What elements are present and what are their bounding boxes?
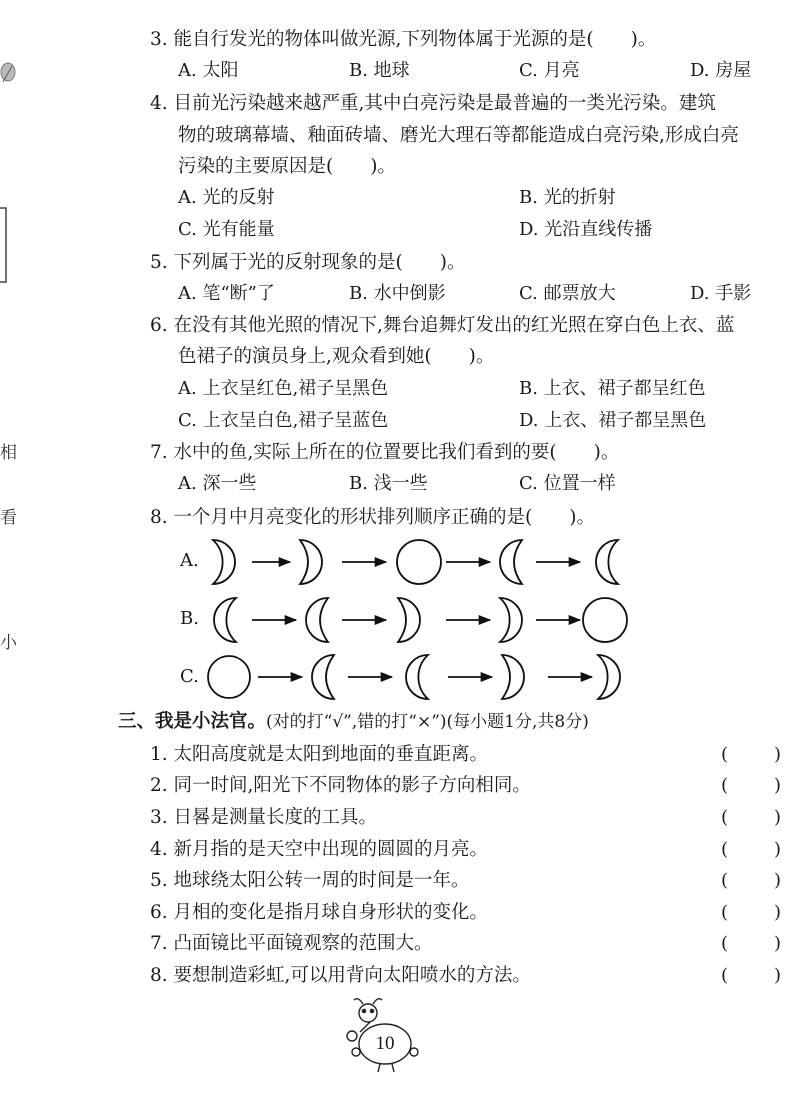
- q3-option-b: B. 地球: [349, 60, 410, 81]
- margin-fragment: 相: [0, 443, 17, 463]
- paren-open: (: [721, 870, 729, 891]
- paren-close: ): [773, 965, 781, 986]
- paren-close: ): [773, 870, 781, 891]
- q4-option-b: B. 光的折射: [519, 187, 616, 208]
- question-6-line-1: 6. 在没有其他光照的情况下,舞台追舞灯发出的红光照在穿白色上衣、蓝: [150, 315, 735, 336]
- judge-item-3: 3. 日晷是测量长度的工具。: [150, 807, 378, 828]
- q8-label-b: B.: [180, 608, 199, 629]
- paren-close: ): [773, 839, 781, 860]
- q3-option-d: D. 房屋: [690, 60, 752, 81]
- paren-close: ): [773, 775, 781, 796]
- judge-item-1: 1. 太阳高度就是太阳到地面的垂直距离。: [150, 744, 489, 765]
- q5-option-b: B. 水中倒影: [349, 283, 446, 304]
- q4-option-a: A. 光的反射: [178, 187, 275, 208]
- q8-label-c: C.: [180, 666, 199, 687]
- judge-item-5: 5. 地球绕太阳公转一周的时间是一年。: [150, 870, 470, 891]
- margin-fragment: 小: [0, 633, 17, 653]
- q6-option-c: C. 上衣呈白色,裙子呈蓝色: [178, 410, 389, 431]
- paren-open: (: [721, 965, 729, 986]
- judge-item-4: 4. 新月指的是天空中出现的圆圆的月亮。: [150, 839, 489, 860]
- paren-open: (: [721, 933, 729, 954]
- q5-option-d: D. 手影: [690, 283, 752, 304]
- paren-open: (: [721, 902, 729, 923]
- margin-fragment: 看: [0, 508, 17, 528]
- q6-option-d: D. 上衣、裙子都呈黑色: [519, 410, 707, 431]
- paren-open: (: [721, 839, 729, 860]
- q3-option-c: C. 月亮: [519, 60, 580, 81]
- q5-option-c: C. 邮票放大: [519, 283, 616, 304]
- q6-option-a: A. 上衣呈红色,裙子呈黑色: [178, 378, 389, 399]
- paren-close: ): [773, 902, 781, 923]
- q4-option-d: D. 光沿直线传播: [519, 219, 653, 240]
- judge-item-6: 6. 月相的变化是指月球自身形状的变化。: [150, 902, 489, 923]
- question-5: 5. 下列属于光的反射现象的是( )。: [150, 252, 466, 273]
- judge-item-8: 8. 要想制造彩虹,可以用背向太阳喷水的方法。: [150, 965, 531, 986]
- question-4-line-3: 污染的主要原因是( )。: [178, 156, 396, 177]
- judge-item-2: 2. 同一时间,阳光下不同物体的影子方向相同。: [150, 775, 531, 796]
- question-3: 3. 能自行发光的物体叫做光源,下列物体属于光源的是( )。: [150, 29, 657, 50]
- paren-open: (: [721, 744, 729, 765]
- section-3-title: 三、我是小法官。: [118, 711, 267, 732]
- question-6-line-2: 色裙子的演员身上,观众看到她( )。: [178, 346, 495, 367]
- q8-label-a: A.: [180, 550, 199, 571]
- paren-open: (: [721, 807, 729, 828]
- page-number: 10: [375, 1033, 395, 1054]
- question-4-line-1: 4. 目前光污染越来越严重,其中白亮污染是最普遍的一类光污染。建筑: [150, 93, 716, 114]
- q5-option-a: A. 笔“断”了: [178, 283, 275, 304]
- paren-close: ): [773, 933, 781, 954]
- question-7: 7. 水中的鱼,实际上所在的位置要比我们看到的要( )。: [150, 442, 620, 463]
- q4-option-c: C. 光有能量: [178, 219, 275, 240]
- paren-close: ): [773, 744, 781, 765]
- judge-item-7: 7. 凸面镜比平面镜观察的范围大。: [150, 933, 433, 954]
- question-4-line-2: 物的玻璃幕墙、釉面砖墙、磨光大理石等都能造成白亮污染,形成白亮: [178, 125, 739, 146]
- q7-option-c: C. 位置一样: [519, 473, 616, 494]
- paren-close: ): [773, 807, 781, 828]
- question-8: 8. 一个月中月亮变化的形状排列顺序正确的是( )。: [150, 507, 595, 528]
- section-3-note: (对的打“√”,错的打“×”)(每小题1分,共8分): [266, 712, 589, 732]
- paren-open: (: [721, 775, 729, 796]
- q7-option-a: A. 深一些: [178, 473, 257, 494]
- q6-option-b: B. 上衣、裙子都呈红色: [519, 378, 706, 399]
- q3-option-a: A. 太阳: [178, 60, 239, 81]
- q7-option-b: B. 浅一些: [349, 473, 428, 494]
